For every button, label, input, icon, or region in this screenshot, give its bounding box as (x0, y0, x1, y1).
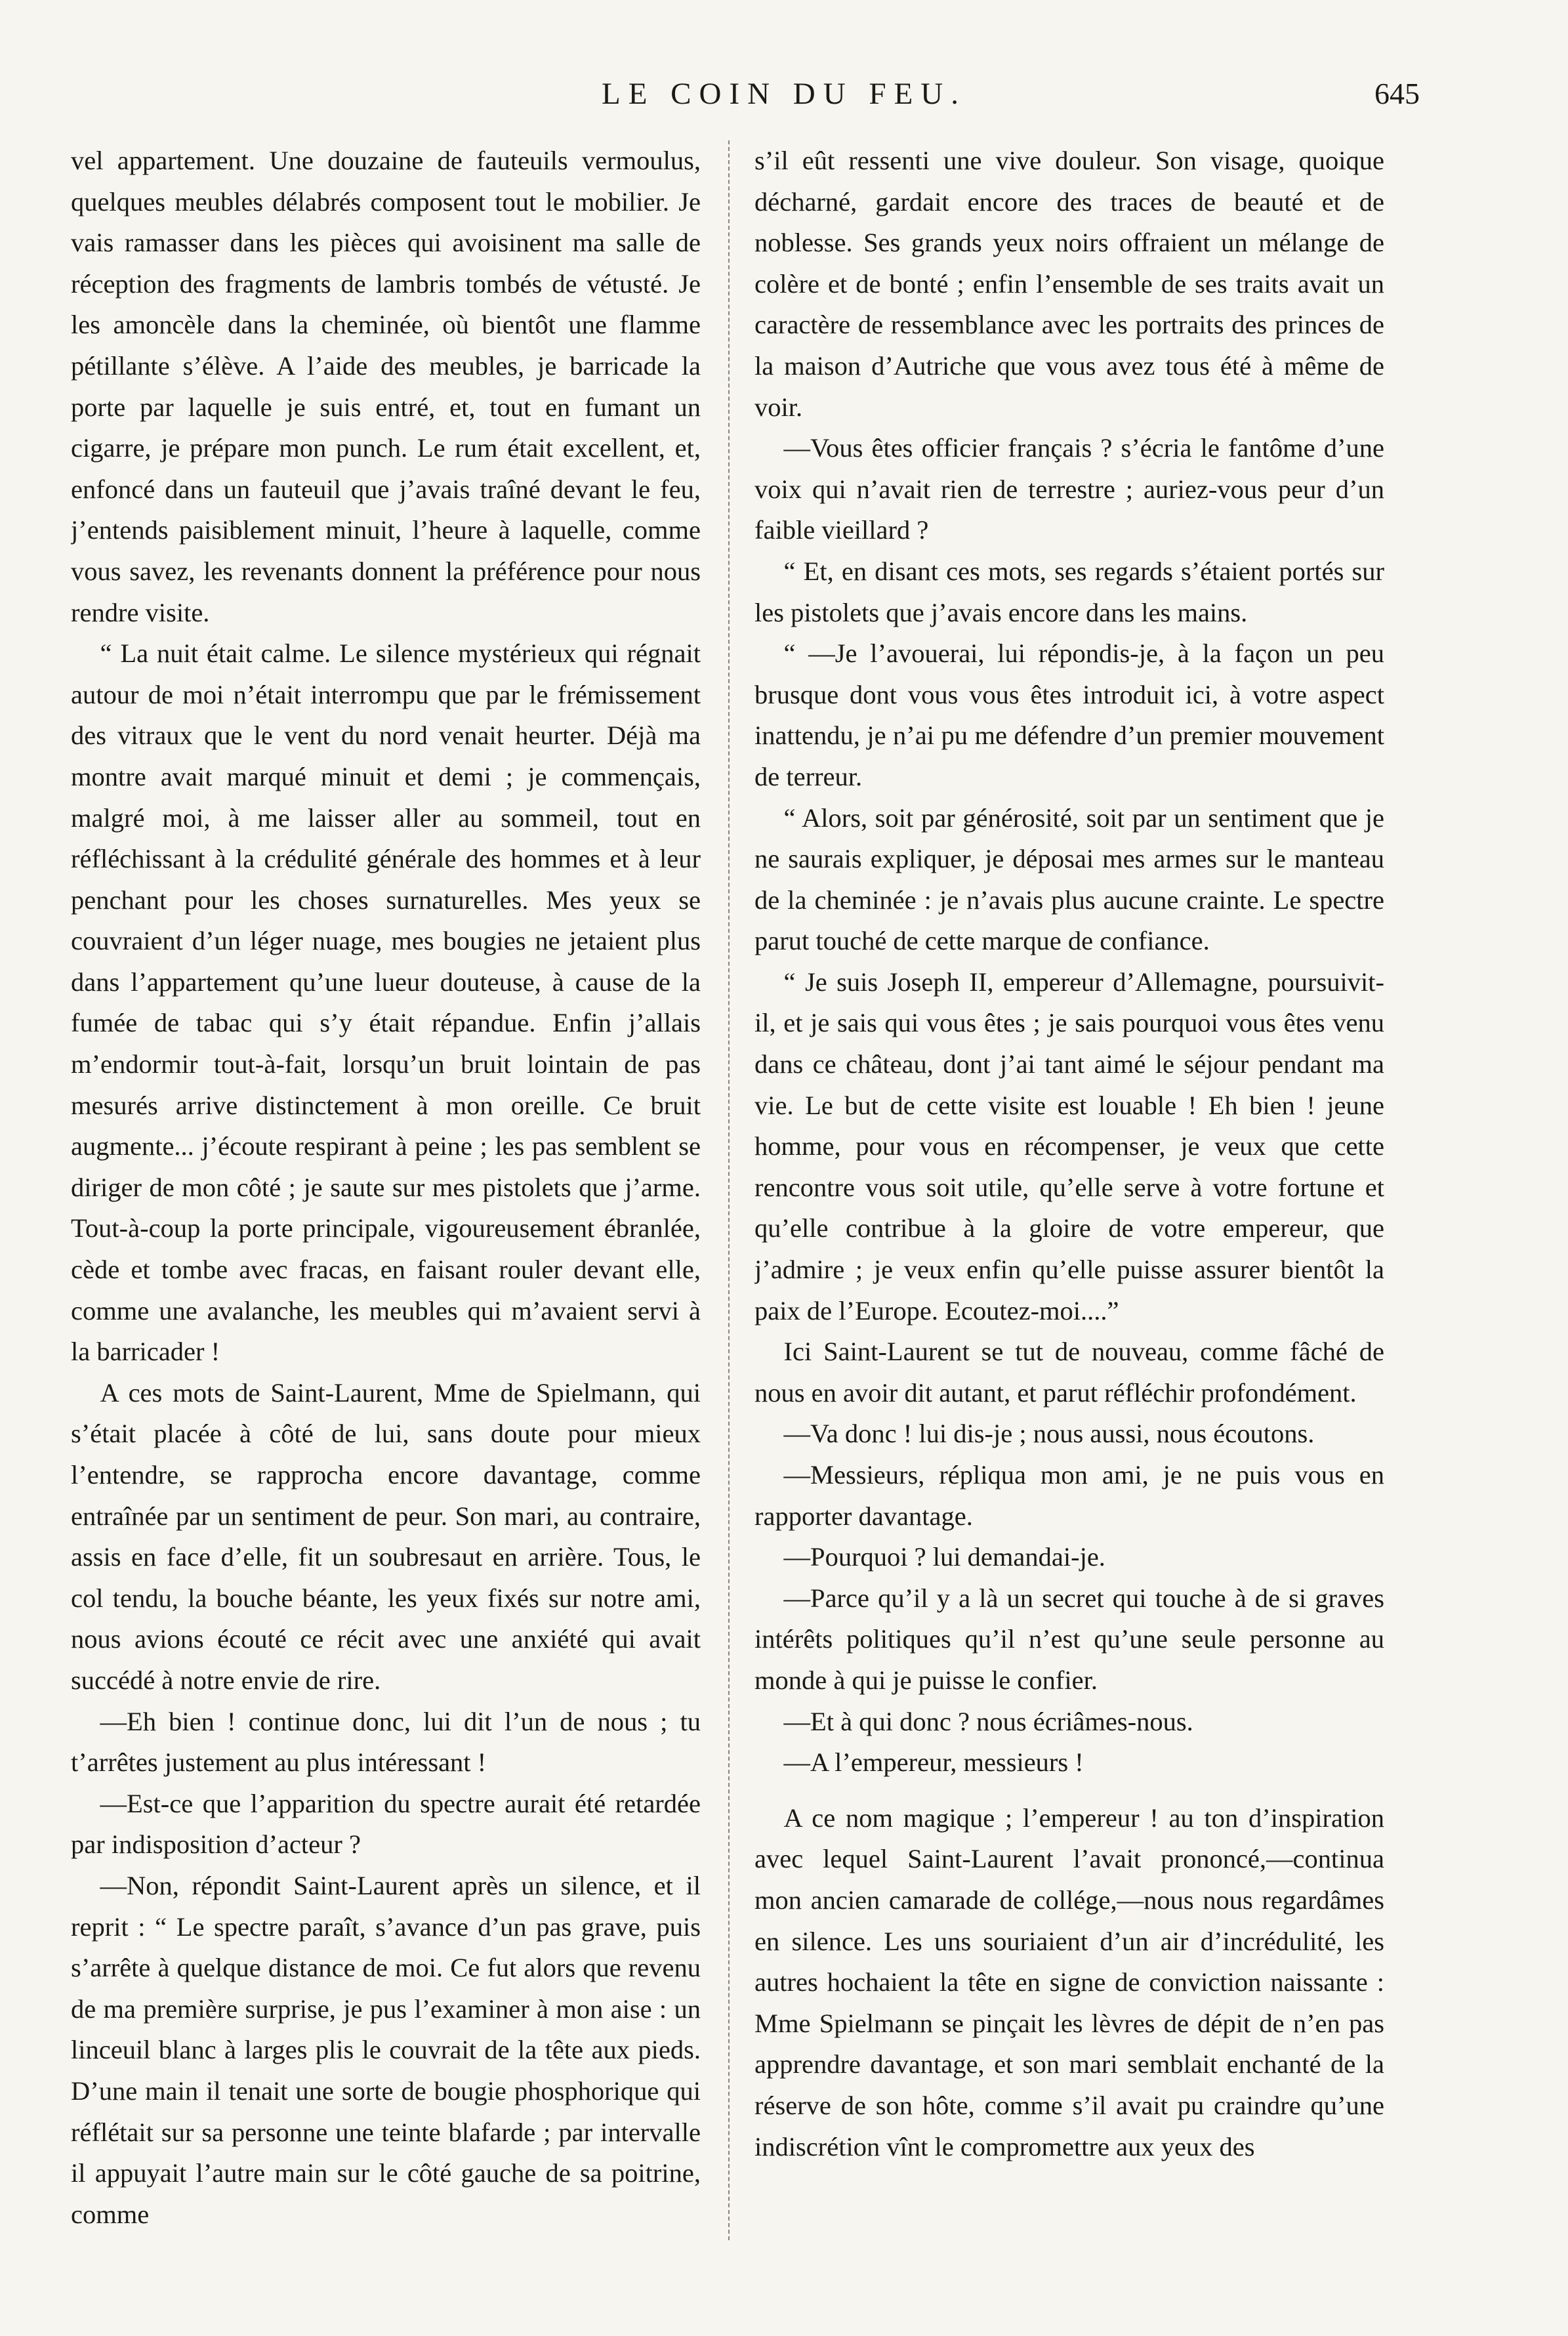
paragraph: —Non, répondit Saint-Laurent après un silence, et il reprit : “ Le spectre paraît, s’avance d’un pas grave, puis s’arrête à quelque distance de moi. Ce fut alors que revenu de ma première surprise, je pus l’examiner à mon aise : un linceuil blanc à larges plis le couvrait de la tête aux pieds. D’une main il tenait une sorte de bougie phosphorique qui réflétait sur sa personne une teinte blafarde ; par intervalle il appuyait l’autre main sur le côté gauche de sa poitrine, comme (71, 1870, 701, 2229)
paragraph: —Est-ce que l’apparition du spectre aurait été retardée par indisposition d’acteur ? (71, 1788, 701, 1860)
paragraph: —Vous êtes officier français ? s’écria le fantôme d’une voix qui n’avait rien de terrestre ; auriez-vous peur d’un faible vieillard ? (754, 433, 1384, 545)
paragraph: —Messieurs, répliqua mon ami, je ne puis vous en rapporter davantage. (754, 1460, 1384, 1531)
paragraph: Ici Saint-Laurent se tut de nouveau, comme fâché de nous en avoir dit autant, et parut réfléchir profondément. (754, 1337, 1384, 1408)
running-header (0, 71, 1568, 117)
paragraph: —Va donc ! lui dis-je ; nous aussi, nous écoutons. (783, 1419, 1315, 1449)
running-title: LE COIN DU FEU. (602, 77, 966, 111)
page-number: 645 (1374, 77, 1420, 110)
left-column (71, 140, 701, 2240)
paragraph: “ Je suis Joseph II, empereur d’Allemagne, poursuivit-il, et je sais qui vous êtes ; je sais pourquoi vous êtes venu dans ce château, dont j’ai tant aimé le séjour pendant ma vie. Le but de cette visite est louable ! Eh bien ! jeune homme, pour vous en récompenser, je veux que cette rencontre vous soit utile, qu’elle serve à votre fortune et qu’elle contribue à la gloire de votre empereur, que j’admire ; je veux enfin qu’elle puisse assurer bientôt la paix de l’Europe. Ecoutez-moi....” (754, 967, 1384, 1325)
paragraph: “ —Je l’avouerai, lui répondis-je, à la façon un peu brusque dont vous vous êtes introduit ici, à votre aspect inattendu, je n’ai pu me défendre d’un premier mouvement de terreur. (754, 638, 1384, 791)
paragraph: “ Alors, soit par générosité, soit par un sentiment que je ne saurais expliquer, je déposai mes armes sur le manteau de la cheminée : je n’avais plus aucune crainte. Le spectre parut touché de cette marque de confiance. (754, 803, 1384, 956)
paragraph: “ La nuit était calme. Le silence mystérieux qui régnait autour de moi n’était interrompu que par le frémissement des vitraux que le vent du nord venait heurter. Déjà ma montre avait marqué minuit et demi ; je commençais, malgré moi, à me laisser aller au sommeil, tout en réfléchissant à la crédulité générale des hommes et à leur penchant pour les choses surnaturelles. Mes yeux se couvraient d’un léger nuage, mes bougies ne jetaient plus dans l’appartement qu’une lueur douteuse, à cause de la fumée de tabac qui s’y était répandue. Enfin j’allais m’endormir tout-à-fait, lorsqu’un bruit lointain de pas mesurés arrive distinctement à mon oreille. Ce bruit augmente... j’écoute respirant à peine ; les pas semblent se diriger de mon côté ; je saute sur mes pistolets que j’arme. Tout-à-coup la porte principale, vigoureusement ébranlée, cède et tombe avec fracas, en faisant rouler devant elle, comme une avalanche, les meubles qui m’avaient servi à la barricader ! (71, 638, 701, 1367)
paragraph: —Pourquoi ? lui demandai-je. (783, 1542, 1105, 1572)
paragraph: A ce nom magique ; l’empereur ! au ton d’inspiration avec lequel Saint-Laurent l’avait prononcé,—continua mon ancien camarade de collége,—nous nous regardâmes en silence. Les uns souriaient d’un air d’incrédulité, les autres hochaient la tête en signe de conviction naissante : Mme Spielmann se pinçait les lèvres de dépit de n’en pas apprendre davantage, et son mari semblait enchanté de la réserve de son hôte, comme s’il avait pu craindre qu’une indiscrétion vînt le compromettre aux yeux des (754, 1803, 1384, 2161)
paragraph: —Et à qui donc ? nous écriâmes-nous. (783, 1706, 1193, 1736)
paragraph: —A l’empereur, messieurs ! (783, 1747, 1084, 1778)
paragraph: A ces mots de Saint-Laurent, Mme de Spielmann, qui s’était placée à côté de lui, sans doute pour mieux l’entendre, se rapprocha encore davantage, comme entraînée par un sentiment de peur. Son mari, au contraire, assis en face d’elle, fit un soubresaut en arrière. Tous, le col tendu, la bouche béante, les yeux fixés sur notre ami, nous avions écouté ce récit avec une anxiété qui avait succédé à notre envie de rire. (71, 1377, 701, 1695)
paragraph: “ Et, en disant ces mots, ses regards s’étaient portés sur les pistolets que j’avais encore dans les mains. (754, 556, 1384, 627)
paragraph: —Eh bien ! continue donc, lui dit l’un de nous ; tu t’arrêtes justement au plus intéressant ! (71, 1706, 701, 1778)
paragraph: —Parce qu’il y a là un secret qui touche à de si graves intérêts politiques qu’il n’est qu’une seule personne au monde à qui je puisse le confier. (754, 1583, 1384, 1695)
column-divider (728, 140, 730, 2240)
paragraph: vel appartement. Une douzaine de fauteuils vermoulus, quelques meubles délabrés composent tout le mobilier. Je vais ramasser dans les pièces qui avoisinent ma salle de réception des fragments de lambris tombés de vétusté. Je les amoncèle dans la cheminée, où bientôt une flamme pétillante s’élève. A l’aide des meubles, je barricade la porte par laquelle je suis entré, et, tout en fumant un cigarre, je prépare mon punch. Le rum était excellent, et, enfoncé dans un fauteuil que j’avais traîné devant le feu, j’entends paisiblement minuit, l’heure à laquelle, comme vous savez, les revenants donnent la préférence pour nous rendre visite. (71, 146, 701, 627)
paragraph: s’il eût ressenti une vive douleur. Son visage, quoique décharné, gardait encore des traces de beauté et de noblesse. Ses grands yeux noirs offraient un mélange de colère et de bonté ; enfin l’ensemble de ses traits avait un caractère de ressemblance avec les portraits des princes de la maison d’Autriche que vous avez tous été à même de voir. (754, 146, 1384, 422)
right-column (754, 140, 1384, 2240)
